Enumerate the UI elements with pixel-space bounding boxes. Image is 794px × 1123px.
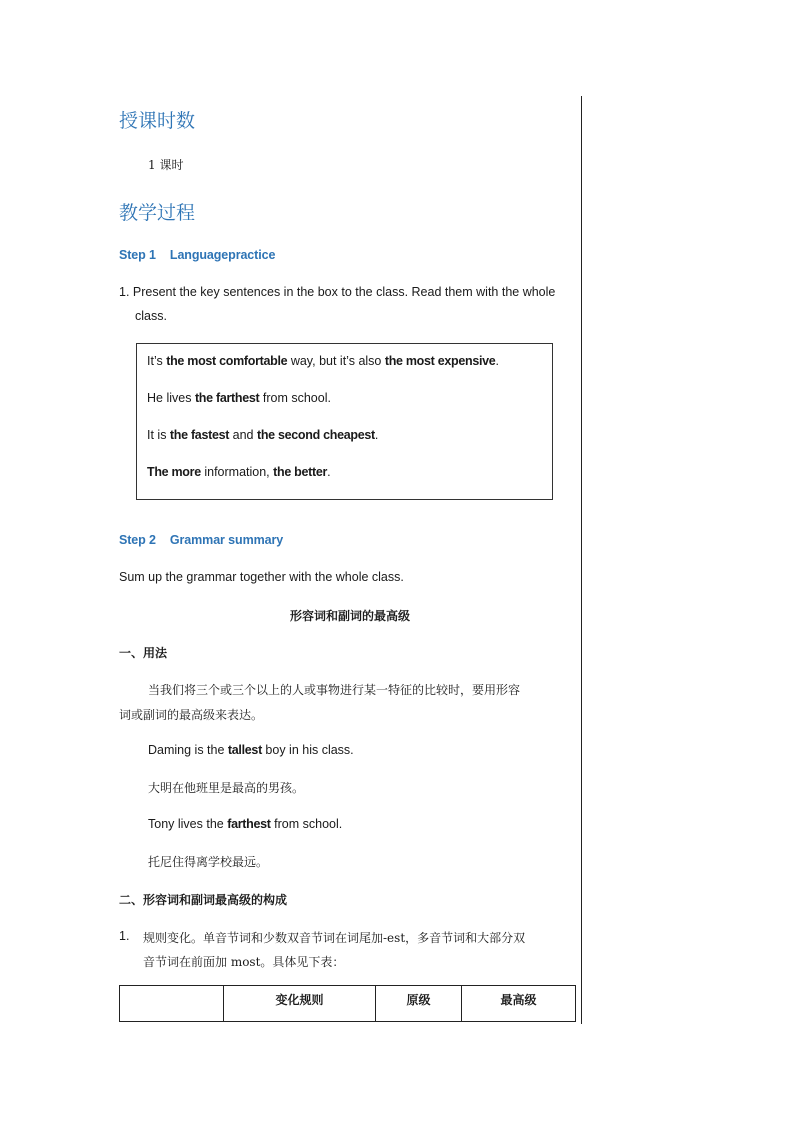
box-sentence-4 [147, 465, 331, 479]
step2-heading [119, 533, 283, 547]
process-title: 教学过程 [119, 202, 196, 224]
ex2-text-c: from school. [270, 817, 343, 831]
key-sentences-box [136, 343, 553, 500]
step1-title: Languagepractice [169, 248, 276, 262]
table-header-cell [120, 986, 224, 1022]
step2-title: Grammar summary [169, 533, 284, 547]
box-sentence-2 [147, 391, 331, 405]
s2-bold-1: the farthest [194, 391, 260, 405]
example2-cn: 托尼住得离学校最远。 [148, 855, 269, 869]
superlative-rules-table [119, 985, 576, 1022]
example1-cn: 大明在他班里是最高的男孩。 [148, 781, 305, 795]
s1-text-d: . [495, 354, 499, 368]
hours-value: 1 课时 [148, 158, 184, 172]
ex1-bold: tallest [227, 743, 262, 757]
hours-title: 授课时数 [119, 110, 196, 132]
example1-en [148, 743, 354, 757]
step2-number: Step 2 [119, 533, 156, 547]
right-border-line [581, 96, 582, 1024]
box-sentence-1 [147, 354, 499, 368]
s4-bold-1: The more [147, 465, 201, 479]
s4-text-c: information, [200, 465, 274, 479]
s1-bold-2: the most expensive [384, 354, 496, 368]
s3-bold-2: the second cheapest [256, 428, 375, 442]
table-header-cell: 原级 [376, 986, 462, 1022]
table-header-cell: 变化规则 [224, 986, 376, 1022]
usage-heading: 一、用法 [119, 646, 168, 660]
s1-text-c: way, but it’s also [287, 354, 385, 368]
rule-line1: 规则变化。单音节词和少数双音节词在词尾加-est，多音节词和大部分双 [143, 931, 526, 945]
s3-text-a: It is [147, 428, 170, 442]
example2-en [148, 817, 342, 831]
formation-heading: 二、形容词和副词最高级的构成 [119, 893, 288, 907]
s3-text-c: and [229, 428, 257, 442]
s2-text-c: from school. [259, 391, 331, 405]
s3-text-d: . [374, 428, 379, 442]
box-sentence-3 [147, 428, 378, 442]
step1-instruction-line1: 1. Present the key sentences in the box to the class. Read them with the whole [119, 285, 556, 299]
ex1-text-c: boy in his class. [261, 743, 354, 757]
s2-text-a: He lives [147, 391, 195, 405]
step1-number: Step 1 [119, 248, 156, 262]
ex2-text-a: Tony lives the [148, 817, 228, 831]
grammar-title: 形容词和副词的最高级 [290, 609, 411, 623]
step2-instruction: Sum up the grammar together with the whole class. [119, 570, 404, 584]
table-header-cell: 最高级 [462, 986, 576, 1022]
step1-instruction-line2: class. [135, 309, 167, 323]
ex2-bold: farthest [227, 817, 271, 831]
s4-bold-2: the better [273, 465, 328, 479]
usage-line2: 词或副词的最高级来表达。 [119, 708, 264, 722]
table-header-row [120, 986, 576, 1022]
s1-text-a: It’s [147, 354, 167, 368]
rule-line2: 音节词在前面加 most。具体见下表： [143, 955, 345, 969]
s4-text-d: . [327, 465, 331, 479]
s3-bold-1: the fastest [169, 428, 230, 442]
ex1-text-a: Daming is the [148, 743, 228, 757]
rule-number: 1. [119, 929, 130, 943]
s1-bold-1: the most comfortable [166, 354, 288, 368]
usage-line1: 当我们将三个或三个以上的人或事物进行某一特征的比较时，要用形容 [148, 683, 521, 697]
step1-heading [119, 248, 275, 262]
